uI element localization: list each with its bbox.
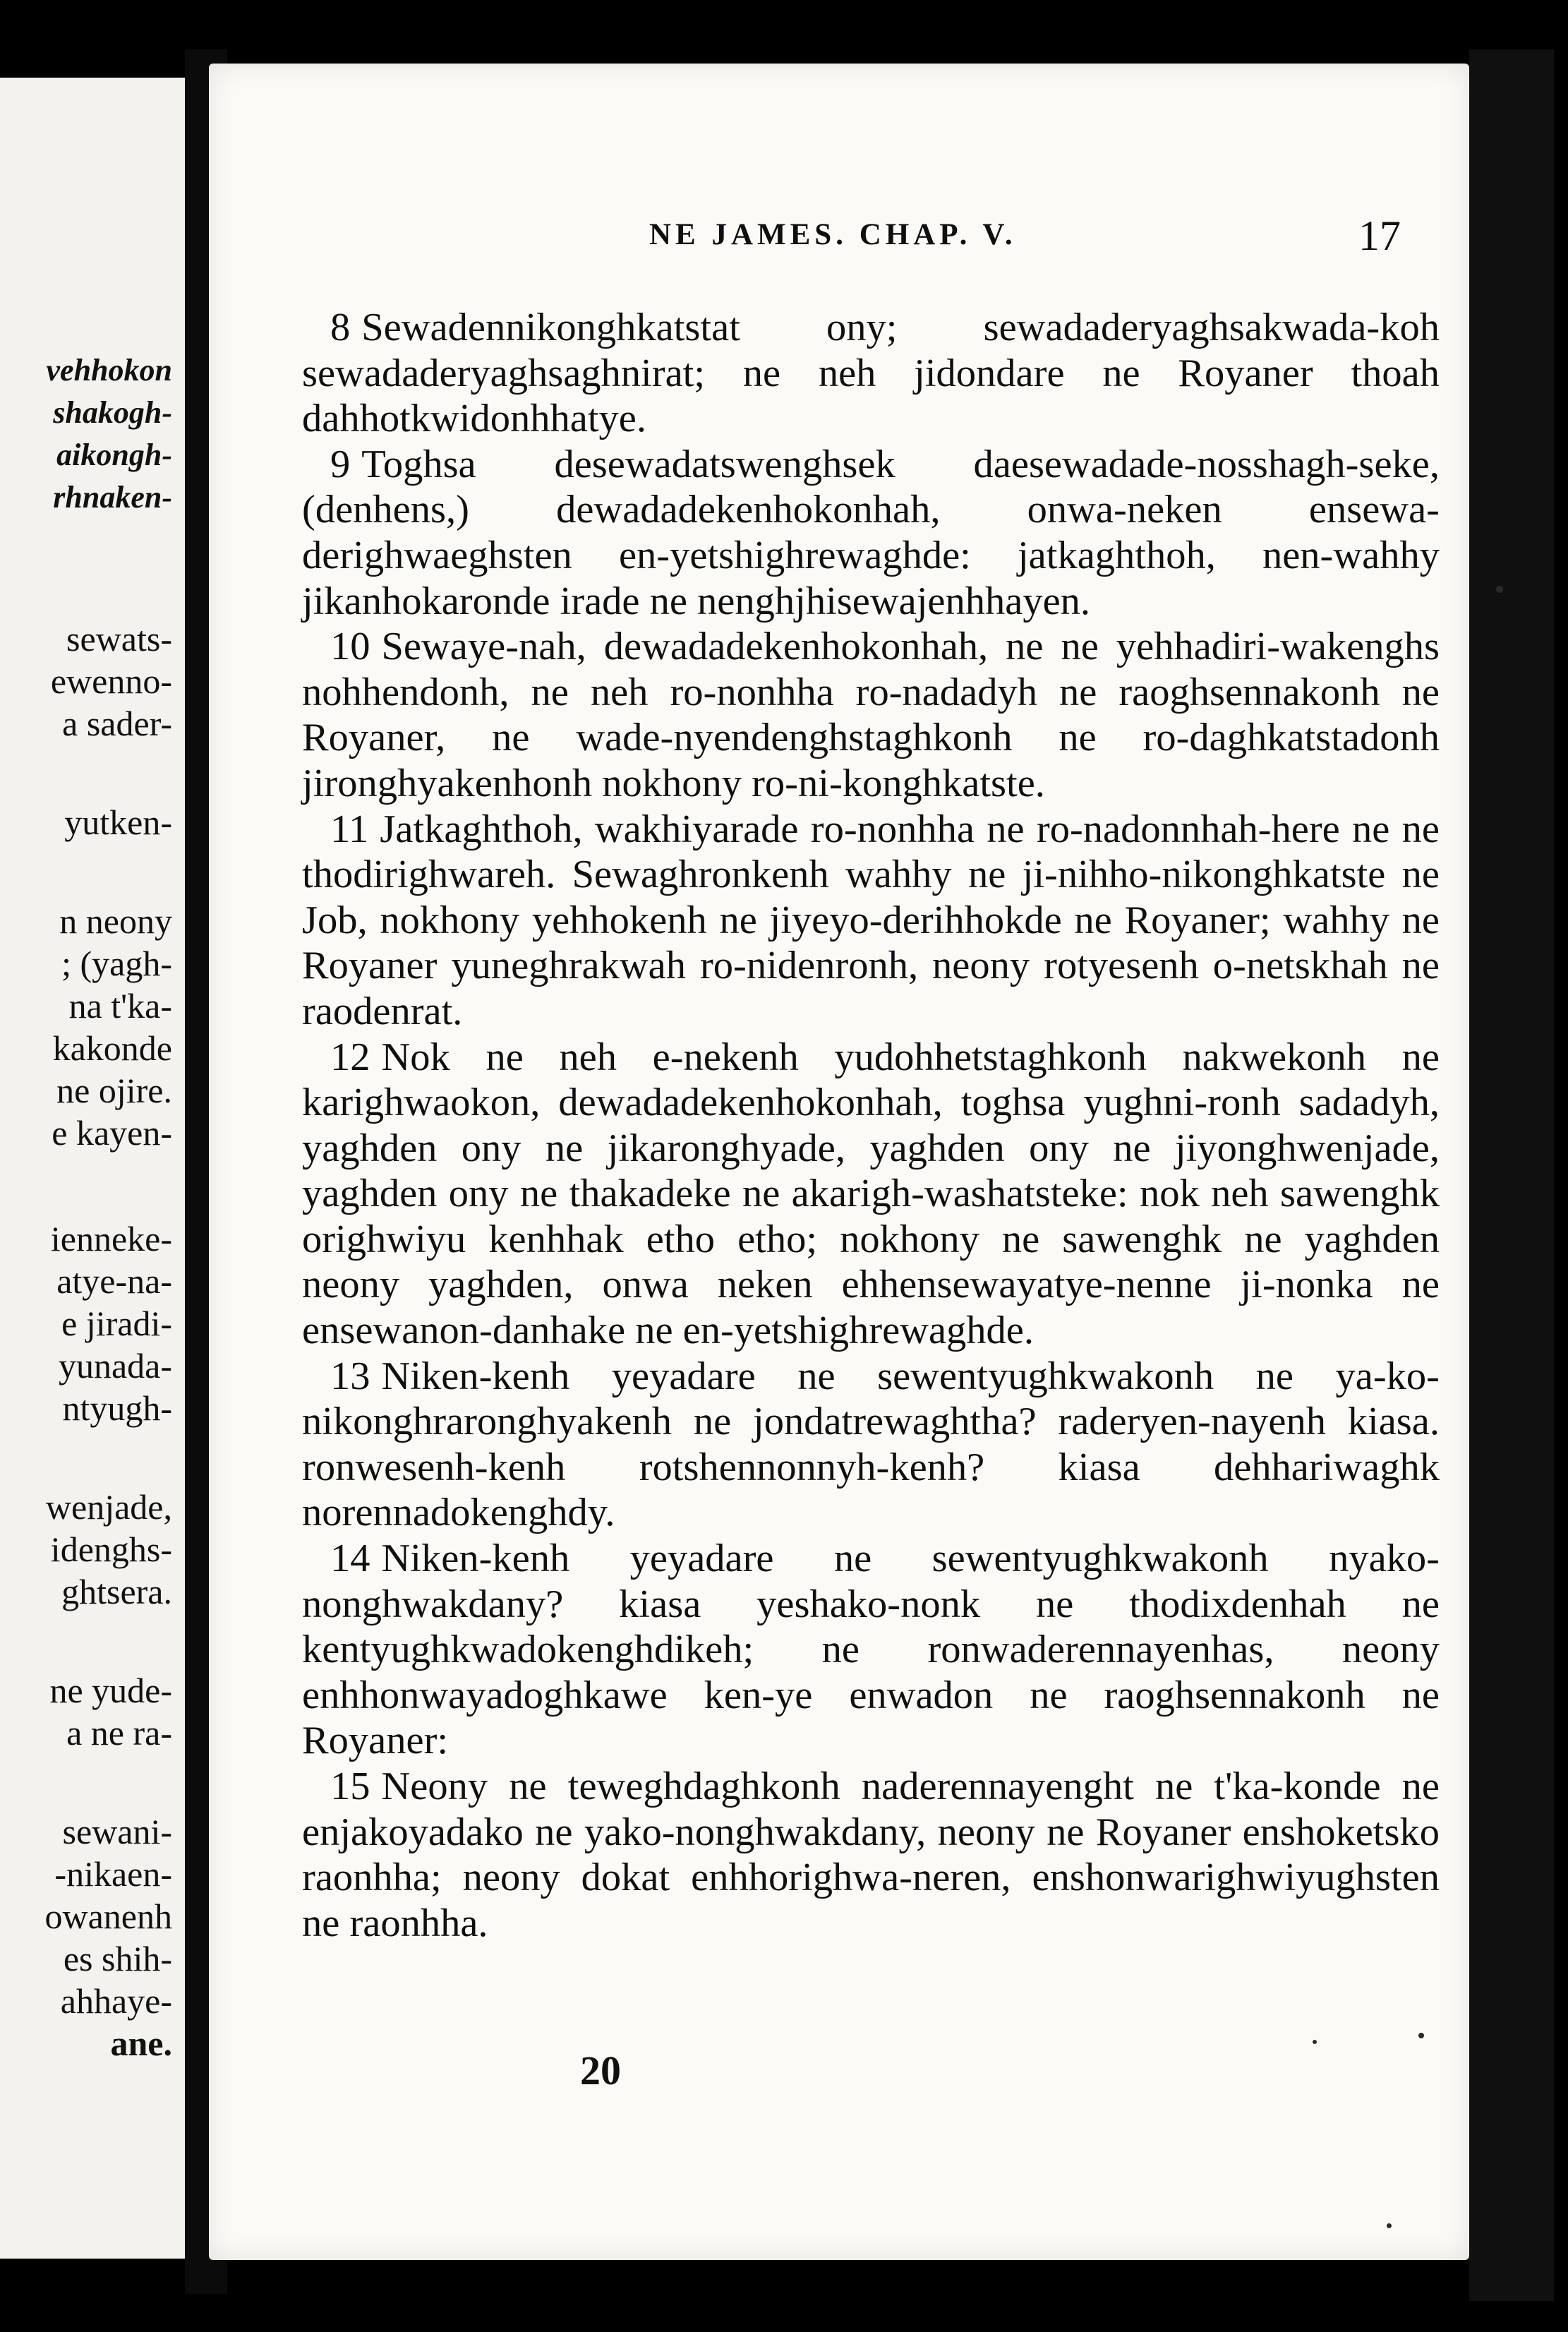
left-page-fragment: ahhaye- (60, 1981, 172, 2021)
paper-speck (1496, 586, 1503, 593)
verse-number: 12 (330, 1035, 370, 1079)
left-page-fragment: ghtsera. (61, 1572, 172, 1611)
paper-speck (1313, 2040, 1317, 2044)
left-page-fragment: atye-na- (56, 1261, 172, 1301)
chapter-text (302, 305, 1440, 1946)
left-page-fragment: ntyugh- (62, 1388, 172, 1428)
left-page-fragment: ewenno- (50, 661, 172, 701)
left-page-fragment: -nikaen- (54, 1854, 172, 1894)
verse-number: 8 (330, 306, 351, 349)
left-page-fragment: rhnaken- (53, 480, 172, 515)
verse-text: Niken-kenh yeyadare ne sewentyughkwakonh nyako-nonghwakdany? kiasa yeshako-nonk ne thodixdenhah ne kentyughkwadokenghdikeh; ne ronwaderennayenhas, neony enhhonwayadoghkawe ken-ye enwadon ne raoghsennakonh ne Royaner: (302, 1537, 1440, 1763)
verse (302, 1354, 1440, 1536)
left-page-fragment: aikongh- (56, 438, 172, 472)
verse-number: 14 (330, 1537, 370, 1581)
verse-text: Sewaye-nah, dewadadekenhokonhah, ne ne yehhadiri-wakenghs nohhendonh, ne neh ro-nonhha ro-nadadyh ne raoghsennakonh ne Royaner, ne wade-nyendenghstaghkonh ne ro-daghkatstadonh jironghyakenhonh nokhony ro-ni-konghkatste. (302, 625, 1440, 805)
verse (302, 1764, 1440, 1946)
left-page-fragment: ne ojire. (56, 1071, 172, 1110)
verse-number: 9 (330, 442, 351, 486)
left-page-fragment: ane. (110, 2024, 172, 2063)
left-page-fragment: shakogh- (53, 395, 172, 430)
left-page-fragment: a sader- (62, 704, 172, 743)
verse (302, 624, 1440, 806)
page-header (452, 212, 1440, 268)
left-page-fragment: yunada- (58, 1346, 172, 1386)
left-page-fragment: kakonde (52, 1028, 172, 1068)
left-page-fragment: sewani- (62, 1812, 172, 1851)
verse-text: Toghsa desewadatswenghsek daesewadade-nosshagh-seke, (denhens,) dewadadekenhokonhah, onwa-neken ensewa-derighwaeghsten en-yetshighrewaghde: jatkaghthoh, nen-wahhy jikanhokaronde irade ne nenghjhisewajenhhayen. (302, 442, 1440, 623)
left-page-fragment: idenghs- (50, 1529, 172, 1569)
verse (302, 807, 1440, 1035)
verse (302, 1536, 1440, 1764)
verse (302, 1035, 1440, 1354)
verse-text: Sewadennikonghkatstat ony; sewadaderyaghsakwada-koh sewadaderyaghsaghnirat; ne neh jidondare ne Royaner thoah dahhotkwidonhhatye. (302, 306, 1440, 441)
verse-number: 11 (330, 807, 369, 851)
verse-text: Neony ne teweghdaghkonh naderennayenght ne t'ka-konde ne enjakoyadako ne yako-nonghwakdany, neony ne Royaner enshoketsko raonhha; neony dokat enhhorighwa-neren, enshonwarighwiyughsten ne raonhha. (302, 1765, 1440, 1945)
left-page-fragment: vehhokon (46, 353, 172, 387)
left-page-fragment: e jiradi- (61, 1304, 172, 1343)
left-page-fragment: ; (yagh- (61, 944, 172, 983)
page-edge-shadow (1469, 49, 1554, 2301)
left-page-fragment: sewats- (66, 619, 172, 659)
verse-number: 15 (330, 1765, 370, 1808)
left-page-fragment: ienneke- (50, 1219, 172, 1258)
verse-number: 13 (330, 1354, 370, 1398)
paper-speck (1418, 2033, 1424, 2038)
left-page-fragment: a ne ra- (66, 1713, 172, 1753)
left-page-fragment: n neony (59, 901, 172, 941)
left-page-fragment: e kayen- (52, 1113, 172, 1153)
verse-text: Jatkaghthoh, wakhiyarade ro-nonhha ne ro-nadonnhah-here ne ne thodirighwareh. Sewaghronkenh wahhy ne ji-nihho-nikonghkatste ne Job, nokhony yehhokenh ne jiyeyo-derihhokde ne Royaner; wahhy ne Royaner yuneghrakwah ro-nidenronh, neony rotyesenh o-netskhah ne raodenrat. (302, 807, 1440, 1033)
verse (302, 442, 1440, 624)
verse-text: Nok ne neh e-nekenh yudohhetstaghkonh nakwekonh ne karighwaokon, dewadadekenhokonhah, toghsa yughni-ronh sadadyh, yaghden ony ne jikaronghyade, yaghden ony ne jiyonghwenjade, yaghden ony ne thakadeke ne akarigh-washatsteke: nok neh sawenghk orighwiyu kenhhak etho etho; nokhony ne sawenghk ne yaghden neony yaghden, onwa neken ehhensewayatye-nenne ji-nonka ne ensewanon-danhake ne en-yetshighrewaghde. (302, 1035, 1440, 1353)
page-number: 17 (1358, 212, 1401, 259)
left-page-fragment: na t'ka- (68, 986, 172, 1026)
signature-mark: 20 (580, 2048, 621, 2093)
paper-speck (1387, 2223, 1392, 2228)
running-head: NE JAMES. CHAP. V. (649, 218, 1017, 251)
left-page-fragment: ne yude- (49, 1671, 172, 1710)
left-page-fragment: es shih- (63, 1939, 172, 1978)
left-page-fragment: owanenh (44, 1897, 172, 1936)
previous-page (0, 78, 198, 2259)
verse-number: 10 (330, 625, 370, 669)
verse (302, 305, 1440, 442)
left-page-fragment: wenjade, (45, 1487, 172, 1527)
verse-text: Niken-kenh yeyadare ne sewentyughkwakonh ne ya-ko-nikonghraronghyakenh ne jondatrewaghtha? raderyen-nayenh kiasa. ronwesenh-kenh rotshennonnyh-kenh? kiasa dehhariwaghk norennadokenghdy. (302, 1354, 1440, 1535)
left-page-fragment: yutken- (64, 803, 172, 842)
